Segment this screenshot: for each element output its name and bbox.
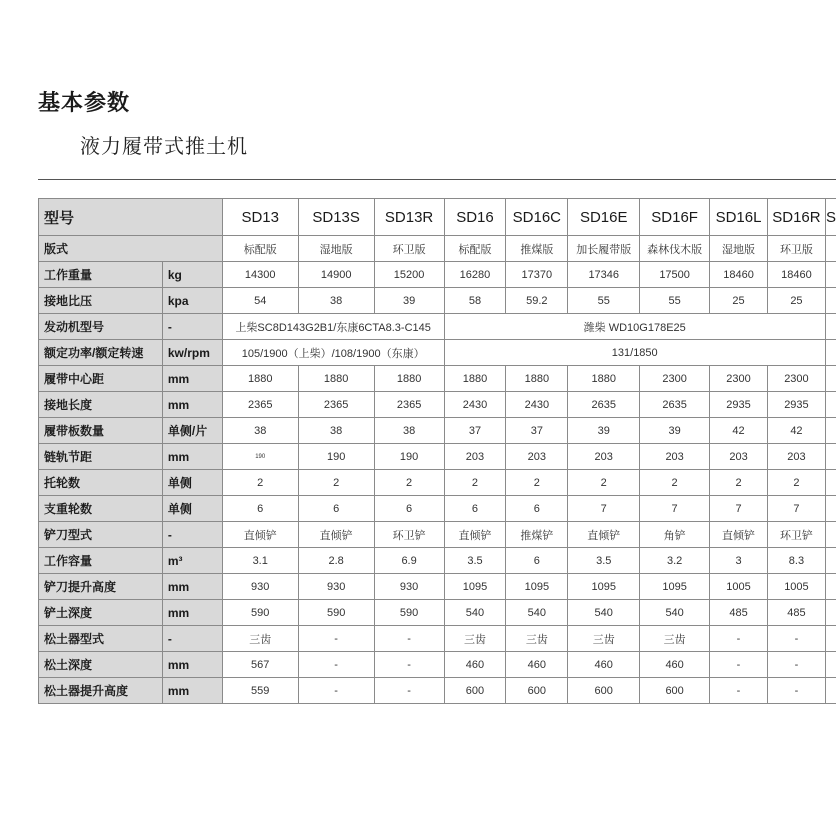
value-cell: - [374, 626, 444, 652]
value-cell: 三齿 [640, 626, 710, 652]
value-cell: 460 [506, 652, 568, 678]
value-cell: 590 [298, 600, 374, 626]
model-cell: SD16C [506, 199, 568, 236]
value-cell: 485 [710, 600, 768, 626]
row-label: 履带板数量 [39, 418, 163, 444]
spec-table-body [39, 199, 836, 704]
value-cell: 7 [767, 496, 825, 522]
model-cell: SD16E [568, 199, 640, 236]
table-row [39, 314, 836, 340]
table-row-model [39, 199, 836, 236]
row-label: 链轨节距 [39, 444, 163, 470]
row-unit: - [162, 626, 222, 652]
value-cell: 1880 [222, 366, 298, 392]
row-unit: 单侧 [162, 470, 222, 496]
version-cell: 推煤版 [506, 236, 568, 262]
merged-cell: 潍柴 WD10G178E25 [444, 314, 825, 340]
table-row [39, 626, 836, 652]
value-cell: 203 [506, 444, 568, 470]
table-cell-blank [825, 262, 836, 288]
value-cell: 2 [568, 470, 640, 496]
table-row [39, 392, 836, 418]
value-cell: - [710, 626, 768, 652]
value-cell: 39 [568, 418, 640, 444]
value-cell: 1005 [710, 574, 768, 600]
row-unit: mm [162, 652, 222, 678]
table-cell-blank [825, 548, 836, 574]
table-row [39, 418, 836, 444]
value-cell: 14900 [298, 262, 374, 288]
value-cell: 3.1 [222, 548, 298, 574]
value-cell: 直倾铲 [568, 522, 640, 548]
table-row [39, 470, 836, 496]
value-cell: - [767, 626, 825, 652]
value-cell: 18460 [710, 262, 768, 288]
version-cell: 湿地版 [298, 236, 374, 262]
value-cell: 15200 [374, 262, 444, 288]
value-cell: 推煤铲 [506, 522, 568, 548]
value-cell: 930 [222, 574, 298, 600]
row-unit: mm [162, 574, 222, 600]
value-cell: 2365 [374, 392, 444, 418]
row-unit: kw/rpm [162, 340, 222, 366]
value-cell: - [710, 678, 768, 704]
model-cell: SD16F [640, 199, 710, 236]
value-cell: - [298, 652, 374, 678]
value-cell: 2 [506, 470, 568, 496]
row-unit: 单侧/片 [162, 418, 222, 444]
value-cell: 540 [444, 600, 506, 626]
row-unit: - [162, 314, 222, 340]
value-cell: 2 [298, 470, 374, 496]
row-unit: mm [162, 600, 222, 626]
value-cell: 1095 [444, 574, 506, 600]
table-cell-blank [825, 392, 836, 418]
row-label: 工作重量 [39, 262, 163, 288]
value-cell: - [298, 678, 374, 704]
value-cell: 2300 [640, 366, 710, 392]
value-cell: 540 [568, 600, 640, 626]
value-cell: 1880 [374, 366, 444, 392]
table-cell-blank [825, 418, 836, 444]
value-cell: 460 [640, 652, 710, 678]
table-row [39, 652, 836, 678]
value-cell: 38 [298, 418, 374, 444]
merged-cell: 上柴SC8D143G2B1/东康6CTA8.3-C145 [222, 314, 444, 340]
value-cell: 6.9 [374, 548, 444, 574]
value-cell: 2430 [506, 392, 568, 418]
table-cell-blank [825, 574, 836, 600]
value-cell: 7 [710, 496, 768, 522]
value-cell: 600 [506, 678, 568, 704]
section-title: 基本参数 [38, 90, 131, 115]
row-label: 工作容量 [39, 548, 163, 574]
value-cell: 直倾铲 [298, 522, 374, 548]
value-cell: 6 [506, 548, 568, 574]
value-cell: 6 [222, 496, 298, 522]
value-cell: 2300 [767, 366, 825, 392]
value-cell: 2 [767, 470, 825, 496]
row-unit: kpa [162, 288, 222, 314]
version-cell: 湿地版 [710, 236, 768, 262]
value-cell: 三齿 [506, 626, 568, 652]
value-cell: 2635 [640, 392, 710, 418]
value-cell: 485 [767, 600, 825, 626]
value-cell: 58 [444, 288, 506, 314]
value-cell: 1005 [767, 574, 825, 600]
value-cell: 16280 [444, 262, 506, 288]
value-cell: 39 [374, 288, 444, 314]
row-unit: mm [162, 366, 222, 392]
table-row [39, 548, 836, 574]
spec-table [38, 198, 836, 704]
value-cell: 600 [640, 678, 710, 704]
value-cell: 55 [568, 288, 640, 314]
table-cell-blank [825, 444, 836, 470]
value-cell: 590 [222, 600, 298, 626]
value-cell: - [374, 678, 444, 704]
value-cell: 6 [444, 496, 506, 522]
row-label: 支重轮数 [39, 496, 163, 522]
value-cell: 600 [444, 678, 506, 704]
value-cell: 1880 [444, 366, 506, 392]
value-cell: 55 [640, 288, 710, 314]
table-row [39, 366, 836, 392]
row-label: 版式 [39, 236, 223, 262]
value-cell: - [710, 652, 768, 678]
row-label: 履带中心距 [39, 366, 163, 392]
table-cell-blank [825, 600, 836, 626]
row-label: 型号 [39, 199, 223, 236]
value-cell: 37 [444, 418, 506, 444]
table-cell-blank [825, 652, 836, 678]
table-row [39, 340, 836, 366]
version-cell: 标配版 [222, 236, 298, 262]
row-unit: 单侧 [162, 496, 222, 522]
value-cell: 1095 [506, 574, 568, 600]
row-label: 接地长度 [39, 392, 163, 418]
table-cell-blank [825, 236, 836, 262]
value-cell: 930 [374, 574, 444, 600]
row-label: 铲刀型式 [39, 522, 163, 548]
value-cell: - [767, 678, 825, 704]
value-cell: 190 [374, 444, 444, 470]
table-cell-blank [825, 678, 836, 704]
row-label: 铲土深度 [39, 600, 163, 626]
table-row [39, 496, 836, 522]
row-label: 松土深度 [39, 652, 163, 678]
table-cell-blank [825, 470, 836, 496]
value-cell: 1880 [506, 366, 568, 392]
value-cell: 2 [640, 470, 710, 496]
value-cell: 54 [222, 288, 298, 314]
value-cell: 203 [640, 444, 710, 470]
value-cell: 7 [640, 496, 710, 522]
value-cell: 559 [222, 678, 298, 704]
value-cell: 38 [374, 418, 444, 444]
model-cell: S [825, 199, 836, 236]
value-cell: 角铲 [640, 522, 710, 548]
row-unit: mm [162, 392, 222, 418]
value-cell: 567 [222, 652, 298, 678]
row-label: 托轮数 [39, 470, 163, 496]
value-cell: 直倾铲 [444, 522, 506, 548]
row-label: 松土器型式 [39, 626, 163, 652]
table-cell-blank [825, 522, 836, 548]
divider [38, 179, 836, 180]
row-label: 松土器提升高度 [39, 678, 163, 704]
value-cell: 2430 [444, 392, 506, 418]
row-label: 铲刀提升高度 [39, 574, 163, 600]
value-cell: 2935 [710, 392, 768, 418]
value-cell: 2365 [298, 392, 374, 418]
value-cell: 203 [710, 444, 768, 470]
version-cell: 标配版 [444, 236, 506, 262]
table-cell-blank [825, 288, 836, 314]
value-cell: 540 [640, 600, 710, 626]
model-cell: SD16L [710, 199, 768, 236]
value-cell: 1880 [298, 366, 374, 392]
value-cell: 三齿 [444, 626, 506, 652]
model-cell: SD13R [374, 199, 444, 236]
value-cell: 203 [444, 444, 506, 470]
model-cell: SD16 [444, 199, 506, 236]
table-row [39, 262, 836, 288]
table-cell-blank [825, 366, 836, 392]
row-label: 接地比压 [39, 288, 163, 314]
table-row-version [39, 236, 836, 262]
value-cell: 2 [374, 470, 444, 496]
table-row [39, 288, 836, 314]
value-cell: 三齿 [222, 626, 298, 652]
value-cell: - [767, 652, 825, 678]
table-cell-blank [825, 496, 836, 522]
value-cell: 2365 [222, 392, 298, 418]
value-cell: 460 [444, 652, 506, 678]
value-cell: 2 [222, 470, 298, 496]
value-cell: 8.3 [767, 548, 825, 574]
value-cell: 直倾铲 [710, 522, 768, 548]
merged-cell: 131/1850 [444, 340, 825, 366]
value-cell: 3 [710, 548, 768, 574]
table-cell-blank [825, 626, 836, 652]
value-cell: 190 [298, 444, 374, 470]
value-cell: 1095 [640, 574, 710, 600]
row-unit: - [162, 522, 222, 548]
version-cell: 加长履带版 [568, 236, 640, 262]
value-cell: 7 [568, 496, 640, 522]
value-cell: 190 [222, 444, 298, 470]
value-cell: 3.5 [444, 548, 506, 574]
table-row [39, 574, 836, 600]
row-unit: m³ [162, 548, 222, 574]
value-cell: 18460 [767, 262, 825, 288]
value-cell: 38 [222, 418, 298, 444]
row-label: 额定功率/额定转速 [39, 340, 163, 366]
value-cell: 2 [444, 470, 506, 496]
value-cell: 6 [374, 496, 444, 522]
row-unit: kg [162, 262, 222, 288]
value-cell: 三齿 [568, 626, 640, 652]
value-cell: - [298, 626, 374, 652]
value-cell: 38 [298, 288, 374, 314]
value-cell: 2635 [568, 392, 640, 418]
value-cell: 环卫铲 [767, 522, 825, 548]
value-cell: 2 [710, 470, 768, 496]
version-cell: 森林伐木版 [640, 236, 710, 262]
value-cell: 2.8 [298, 548, 374, 574]
value-cell: 59.2 [506, 288, 568, 314]
table-cell-blank [825, 314, 836, 340]
row-unit: mm [162, 444, 222, 470]
version-cell: 环卫版 [374, 236, 444, 262]
value-cell: - [374, 652, 444, 678]
value-cell: 14300 [222, 262, 298, 288]
table-cell-blank [825, 340, 836, 366]
value-cell: 1880 [568, 366, 640, 392]
table-row [39, 522, 836, 548]
value-cell: 25 [767, 288, 825, 314]
value-cell: 2300 [710, 366, 768, 392]
value-cell: 3.2 [640, 548, 710, 574]
value-cell: 17370 [506, 262, 568, 288]
merged-cell: 105/1900（上柴）/108/1900（东康） [222, 340, 444, 366]
value-cell: 203 [767, 444, 825, 470]
value-cell: 17346 [568, 262, 640, 288]
value-cell: 600 [568, 678, 640, 704]
value-cell: 203 [568, 444, 640, 470]
value-cell: 42 [710, 418, 768, 444]
value-cell: 460 [568, 652, 640, 678]
table-row [39, 678, 836, 704]
value-cell: 37 [506, 418, 568, 444]
value-cell: 540 [506, 600, 568, 626]
value-cell: 39 [640, 418, 710, 444]
value-cell: 25 [710, 288, 768, 314]
model-cell: SD13S [298, 199, 374, 236]
table-row [39, 444, 836, 470]
row-unit: mm [162, 678, 222, 704]
value-cell: 直倾铲 [222, 522, 298, 548]
model-cell: SD16R [767, 199, 825, 236]
value-cell: 6 [298, 496, 374, 522]
value-cell: 2935 [767, 392, 825, 418]
value-cell: 17500 [640, 262, 710, 288]
model-cell: SD13 [222, 199, 298, 236]
value-cell: 6 [506, 496, 568, 522]
table-row [39, 600, 836, 626]
value-cell: 1095 [568, 574, 640, 600]
version-cell: 环卫版 [767, 236, 825, 262]
value-cell: 42 [767, 418, 825, 444]
section-subtitle: 液力履带式推土机 [80, 136, 248, 158]
value-cell: 930 [298, 574, 374, 600]
value-cell: 环卫铲 [374, 522, 444, 548]
row-label: 发动机型号 [39, 314, 163, 340]
value-cell: 590 [374, 600, 444, 626]
value-cell: 3.5 [568, 548, 640, 574]
